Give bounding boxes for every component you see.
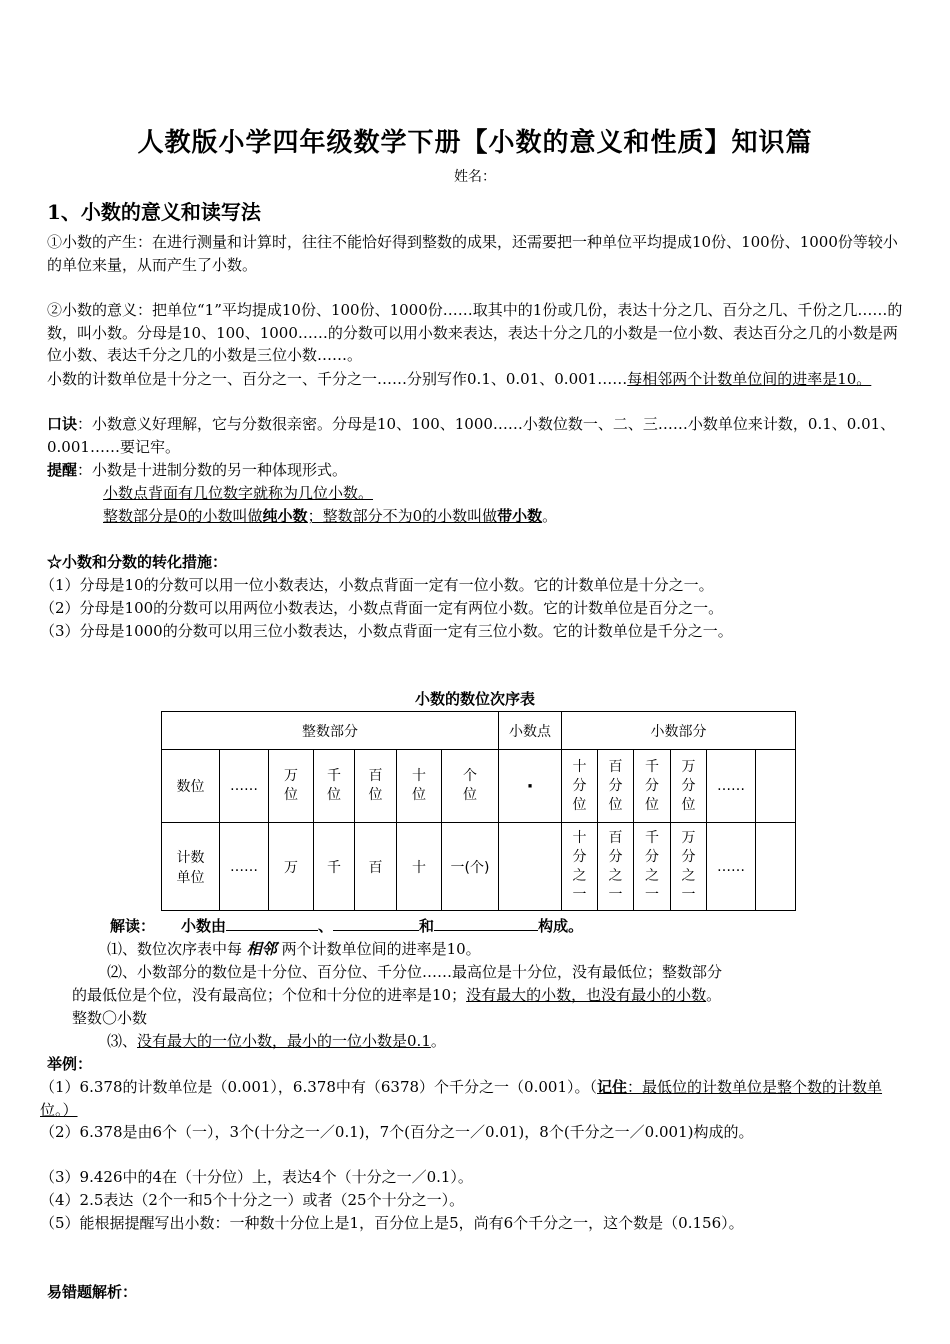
blank-suffix: 构成。 — [538, 917, 584, 935]
table-cell: 百 分 位 — [598, 750, 634, 823]
table-cell: 万 — [269, 823, 314, 911]
mixed-decimal-term: 带小数 — [497, 507, 543, 525]
table-cell: …… — [707, 750, 756, 823]
table-cell: …… — [707, 823, 756, 911]
reminder-text-e: 。 — [542, 507, 558, 525]
note-1-c: 两个计数单位间的进率是10。 — [276, 940, 481, 958]
note-2-b: 的最低位是个位，没有最高位；个位和十分位的进率是10； — [72, 986, 467, 1004]
table-cell: 十 位 — [397, 750, 442, 823]
decimal-point-cell: · — [499, 750, 562, 823]
note-3-c: 。 — [430, 1032, 446, 1050]
table-cell: 万 分 位 — [671, 750, 707, 823]
paragraph-units — [47, 368, 907, 391]
blank-sep: 、 — [318, 917, 334, 935]
blank-3[interactable] — [434, 916, 538, 931]
adjacent-term: 相邻 — [246, 940, 277, 958]
reminder-line-2: 小数点背面有几位数字就称为几位小数。 — [103, 484, 374, 502]
table-cell: 十 分 之 一 — [562, 823, 598, 911]
decimal-point-header: 小数点 — [499, 712, 562, 750]
table-cell: 一(个) — [442, 823, 499, 911]
example-1-text: （1）6.378的计数单位是（0.001），6.378中有（6378）个千分之一（0.001）。（ — [40, 1078, 597, 1096]
table-cell: 十 分 位 — [562, 750, 598, 823]
note-3-a: ⑶、 — [107, 1032, 138, 1050]
place-value-table — [161, 711, 796, 911]
table-cell: 百 — [355, 823, 397, 911]
table-title: 小数的数位次序表 — [414, 690, 535, 708]
units-underlined: 每相邻两个计数单位间的进率是10。 — [627, 370, 872, 388]
page-title: 人教版小学四年级数学下册【小数的意义和性质】知识篇 — [137, 128, 813, 158]
paragraph-origin: ①小数的产生：在进行测量和计算时，往往不能恰好得到整数的成果，还需要把一种单位平均提成10份、100份、1000份等较小的单位来量，从而产生了小数。 — [47, 233, 898, 274]
reminder-label: 提醒 — [47, 461, 78, 479]
table-cell: 万 分 之 一 — [671, 823, 707, 911]
table-cell: …… — [220, 823, 269, 911]
example-2: （2）6.378是由6个（一），3个(十分之一／0.1)，7个(百分之一／0.01)，8个(千分之一／0.001)构成的。 — [40, 1123, 754, 1141]
paragraph-meaning: ②小数的意义：把单位“1”平均提成10份、100份、1000份……取其中的1份或几份，表达十分之几、百分之几、千份之几……的数，叫小数。分母是10、100、1000……的分数可以用小数来表达，表达十分之几的小数是一位小数、表达百分之几的小数是两位小数、表达千分之几的小数是三位小数……。 — [47, 301, 903, 364]
name-label: 姓名： — [454, 169, 496, 185]
table-cell: 千 分 位 — [634, 750, 671, 823]
integer-vs-decimal: 整数〇小数 — [72, 1009, 148, 1027]
mnemonic-label: 口诀 — [47, 415, 78, 433]
blank-2[interactable] — [333, 916, 419, 931]
reminder-text-c: ；整数部分不为0的小数叫做 — [307, 507, 498, 525]
remember-text: ：最低位的计数单位是整个数的计数单位。） — [40, 1078, 883, 1119]
reminder-text: ：小数是十进制分数的另一种体现形式。 — [77, 461, 348, 479]
conversion-item-3: （3）分母是1000的分数可以用三位小数表达，小数点背面一定有三位小数。它的计数单位是千分之一。 — [40, 622, 733, 640]
interpretation-item-2-cont — [72, 984, 721, 1007]
blank-and: 和 — [419, 917, 435, 935]
mnemonic-text: ：小数意义好理解，它与分数很亲密。分母是10、100、1000……小数位数一、二、三……小数单位来计数，0.1、0.01、0.001……要记牢。 — [47, 415, 896, 456]
row-label-unit: 计数 单位 — [162, 823, 220, 911]
blank-1[interactable] — [226, 916, 318, 931]
examples-heading: 举例： — [47, 1055, 93, 1073]
example-3: （3）9.426中的4在（十分位）上，表达4个（十分之一／0.1）。 — [40, 1168, 473, 1186]
decimal-part-header: 小数部分 — [562, 712, 796, 750]
table-cell: 万 位 — [269, 750, 314, 823]
interpretation-item-3 — [107, 1030, 446, 1053]
interpretation-label: 解读： — [110, 917, 156, 935]
note-2-d: 。 — [706, 986, 722, 1004]
table-cell: 十 — [397, 823, 442, 911]
interpretation-line — [110, 915, 583, 938]
units-text: 小数的计数单位是十分之一、百分之一、千分之一……分别写作0.1、0.01、0.001…… — [47, 370, 628, 388]
blank-prefix: 小数由 — [181, 917, 227, 935]
table-cell: …… — [220, 750, 269, 823]
example-5: （5）能根据提醒写出小数：一种数十分位上是1，百分位上是5，尚有6个千分之一，这个数是（0.156）。 — [40, 1214, 744, 1232]
table-cell — [499, 823, 562, 911]
note-1-a: ⑴、数位次序表中每 — [107, 940, 247, 958]
conversion-item-2: （2）分母是100的分数可以用两位小数表达，小数点背面一定有两位小数。它的计数单位是百分之一。 — [40, 599, 724, 617]
paragraph-mnemonic — [47, 413, 907, 458]
table-cell — [756, 750, 796, 823]
reminder-text-a: 整数部分是0的小数叫做 — [103, 507, 263, 525]
paragraph-reminder — [47, 459, 907, 482]
remember-label: 记住 — [597, 1078, 628, 1096]
common-mistakes-heading: 易错题解析： — [47, 1283, 138, 1301]
table-cell: 个 位 — [442, 750, 499, 823]
example-4: （4）2.5表达（2个一和5个十分之一）或者（25个十分之一）。 — [40, 1191, 465, 1209]
table-cell: 百 分 之 一 — [598, 823, 634, 911]
table-cell: 千 — [314, 823, 355, 911]
note-2-underlined: 没有最大的小数，也没有最小的小数 — [466, 986, 707, 1004]
conversion-heading: ☆小数和分数的转化措施： — [47, 553, 228, 571]
conversion-item-1: （1）分母是10的分数可以用一位小数表达，小数点背面一定有一位小数。它的计数单位是十分之一。 — [40, 576, 714, 594]
table-cell: 百 位 — [355, 750, 397, 823]
interpretation-item-2: ⑵、小数部分的数位是十分位、百分位、千分位……最高位是十分位，没有最低位；整数部分 — [107, 963, 723, 981]
table-cell: 千 分 之 一 — [634, 823, 671, 911]
table-cell — [756, 823, 796, 911]
note-3-underlined: 没有最大的一位小数，最小的一位小数是0.1 — [137, 1032, 431, 1050]
section-heading: 1、小数的意义和读写法 — [47, 200, 261, 224]
interpretation-item-1 — [107, 938, 481, 961]
row-label-place: 数位 — [162, 750, 220, 823]
example-1 — [40, 1076, 895, 1121]
integer-part-header: 整数部分 — [162, 712, 499, 750]
table-cell: 千 位 — [314, 750, 355, 823]
reminder-line-3 — [103, 505, 557, 528]
pure-decimal-term: 纯小数 — [262, 507, 308, 525]
